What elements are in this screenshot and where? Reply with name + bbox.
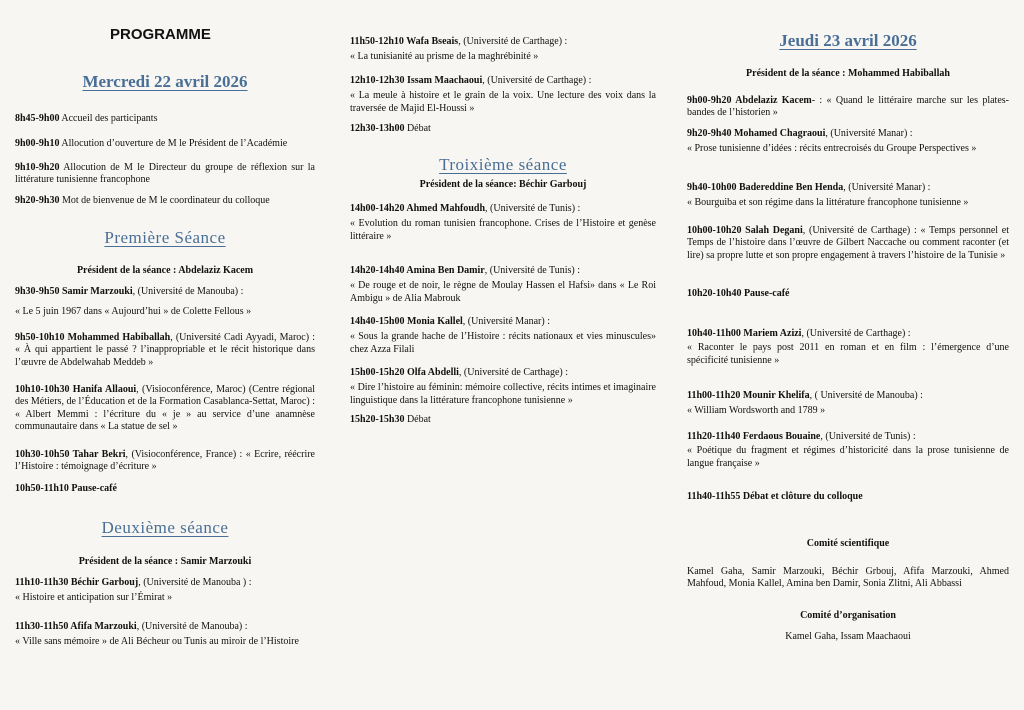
programme-title: PROGRAMME xyxy=(110,26,211,43)
column-1 xyxy=(15,0,315,710)
session2-president: Président de la séance : Samir Marzouki xyxy=(78,556,252,567)
intro-item: 9h00-9h10 Allocution d’ouverture de M le Président de l’Académie xyxy=(15,138,288,149)
program-item: 14h20-14h40 Amina Ben Damir, (Université de Tunis) : « De rouge et de noir, le règne de Moulay Hassen el Hafsi» dans « Le Roi Ambigu » de Alia Mabrouk xyxy=(350,265,656,304)
pause-cafe: 10h50-11h10 Pause-café xyxy=(15,483,117,494)
program-item: 11h10-11h30 Béchir Garbouj, (Université de Manouba ) : « Histoire et anticipation sur l’Émirat » xyxy=(15,577,252,604)
program-item: 9h50-10h10 Mohammed Habiballah, (Université Cadi Ayyadi, Maroc) : « À qui appartient le passé ? l’inappropriable et le récit historique dans l’œuvre de Abdelwahab Meddeb » xyxy=(15,332,315,368)
program-item: 9h20-9h40 Mohamed Chagraoui, (Université Manar) : « Prose tunisienne d’idées : récits entrecroisés du Groupe Perspectives » xyxy=(687,128,977,155)
debat: 12h30-13h00 Débat xyxy=(350,123,431,134)
program-item: 14h00-14h20 Ahmed Mahfoudh, (Université de Tunis) : « Evolution du roman tunisien francophone. Crises de l’Histoire et genèse littéraire » xyxy=(350,203,656,242)
program-item: 11h30-11h50 Afifa Marzouki, (Université de Manouba) : « Ville sans mémoire » de Ali Bécheur ou Tunis au miroir de l’Histoire xyxy=(15,621,299,648)
program-item: 10h40-11h00 Mariem Azizi, (Université de Carthage) : « Raconter le pays post 2011 en roman et en film : l’émergence d’une spécificité tunisienne » xyxy=(687,328,1009,366)
intro-item: 8h45-9h00 Accueil des participants xyxy=(15,113,158,124)
program-item: 15h00-15h20 Olfa Abdelli, (Université de Carthage) : « Dire l’histoire au féminin: mémoire collective, récits intimes et imaginaire linguistique dans la littérature francophone tunisienne » xyxy=(350,367,656,406)
comite-scientifique-title: Comité scientifique xyxy=(806,538,890,549)
session1-president: Président de la séance : Abdelaziz Kacem xyxy=(76,265,254,276)
session1-title: Première Séance xyxy=(104,228,226,247)
program-item: 14h40-15h00 Monia Kallel, (Université Manar) : « Sous la grande hache de l’Histoire : récits nationaux et vies minuscules» chez Azza Filali xyxy=(350,316,656,355)
comite-organisation-title: Comité d’organisation xyxy=(800,610,896,621)
day2-president: Président de la séance : Mohammed Habiballah xyxy=(746,68,950,79)
column-2 xyxy=(350,0,656,710)
day2-title: Jeudi 23 avril 2026 xyxy=(779,31,917,50)
intro-item: 9h20-9h30 Mot de bienvenue de M le coordinateur du colloque xyxy=(15,195,270,206)
program-item: 12h10-12h30 Issam Maachaoui, (Université de Carthage) : « La meule à histoire et le grain de la voix. Une lecture des voix dans la traversée de Majid El-Houssi » xyxy=(350,75,656,114)
comite-scientifique-members: Kamel Gaha, Samir Marzouki, Béchir Grbouj, Afifa Marzouki, Ahmed Mahfoud, Monia Kallel, Amina ben Damir, Sonia Zlitni, Ali Abbassi xyxy=(687,566,1009,590)
pause-cafe: 10h20-10h40 Pause-café xyxy=(687,288,790,299)
intro-item: 9h10-9h20 Allocution de M le Directeur du groupe de réflexion sur la littérature tunisienne francophone xyxy=(15,162,315,186)
program-item: 9h30-9h50 Samir Marzouki, (Université de Manouba) : « Le 5 juin 1967 dans « Aujourd’hui » de Colette Fellous » xyxy=(15,286,252,318)
program-item: 9h00-9h20 Abdelaziz Kacem- : « Quand le littéraire marche sur les plates-bandes de l’historien » xyxy=(687,95,1009,119)
program-item: 10h00-10h20 Salah Degani, (Université de Carthage) : « Temps personnel et Temps de l’histoire dans l’œuvre de Gilbert Naccache ou comment raconter (et lire) sa propre lutte et son propre engagement à travers l’histoire de la Tunisie » xyxy=(687,225,1010,261)
column-3 xyxy=(687,0,1009,710)
program-item: 11h50-12h10 Wafa Bseais, (Université de Carthage) : « La tunisianité au prisme de la maghrébinité » xyxy=(350,36,568,63)
session3-title: Troixième séance xyxy=(439,155,567,174)
program-item: 10h30-10h50 Tahar Bekri, (Visioconférence, France) : « Ecrire, réécrire l’Histoire : témoignage d’écriture » xyxy=(15,449,315,473)
program-item: 9h40-10h00 Badereddine Ben Henda, (Université Manar) : « Bourguiba et son régime dans la littérature francophone tunisienne » xyxy=(687,182,969,209)
program-item: 11h00-11h20 Mounir Khelifa, ( Université de Manouba) : « William Wordsworth and 1789 » xyxy=(687,390,923,417)
session2-title: Deuxième séance xyxy=(101,518,229,537)
comite-organisation-members: Kamel Gaha, Issam Maachaoui xyxy=(785,631,911,642)
program-item: 10h10-10h30 Hanifa Allaoui, (Visioconférence, Maroc) (Centre régional des Métiers, de l’Éducation et de la Formation Casablanca-Settat, Maroc) : « Albert Memmi : l’écriture du « je » au service d’une anamnèse communautaire dans « La statue de sel » xyxy=(15,384,315,433)
program-item: 11h20-11h40 Ferdaous Bouaine, (Université de Tunis) : « Poétique du fragment et régimes d’historicité dans la prose tunisienne de langue française » xyxy=(687,431,1009,469)
session3-president: Président de la séance: Béchir Garbouj xyxy=(419,179,587,190)
day1-title: Mercredi 22 avril 2026 xyxy=(82,72,248,91)
debat: 15h20-15h30 Débat xyxy=(350,414,431,425)
closing: 11h40-11h55 Débat et clôture du colloque xyxy=(687,491,863,502)
